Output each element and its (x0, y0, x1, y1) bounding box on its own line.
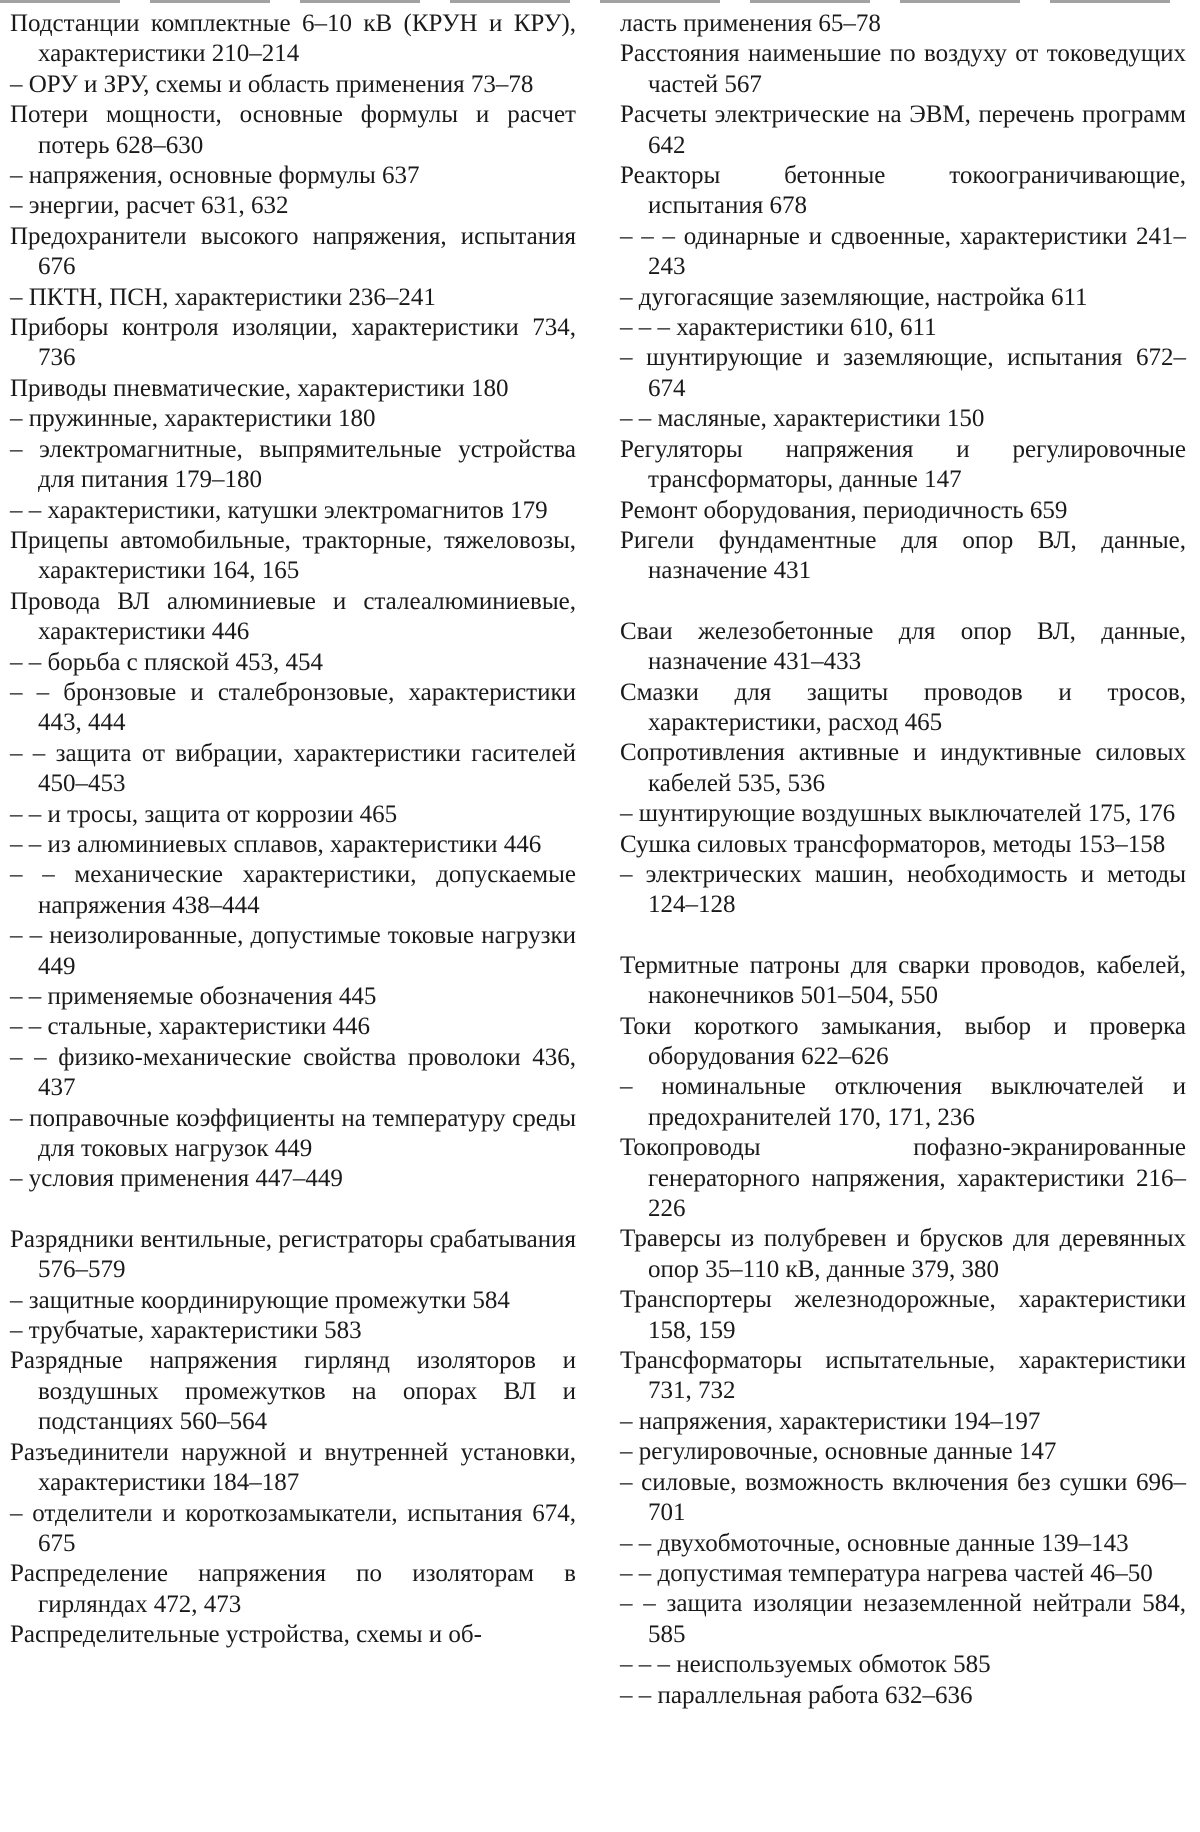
index-entry: – – характеристики, катушки электромагнитов 179 (10, 496, 548, 524)
index-entry: Сушка силовых трансформаторов, методы 153–158 (620, 830, 1166, 858)
index-entry: – – физико-механические свойства проволоки 436, 437 (10, 1043, 576, 1102)
index-entry: Термитные патроны для сварки проводов, кабелей, наконечников 501–504, 550 (620, 951, 1186, 1010)
index-entry: – отделители и короткозамыкатели, испытания 674, 675 (10, 1499, 576, 1557)
index-entry: Распределительные устройства, схемы и об- (10, 1621, 482, 1649)
index-entry: Провода ВЛ алюминиевые и сталеалюминиевые, характеристики 446 (10, 587, 576, 646)
index-entry: Расстояния наименьшие по воздуху от токоведущих частей 567 (620, 40, 1186, 98)
index-entry: – – из алюминиевых сплавов, характеристики 446 (10, 830, 542, 858)
index-entry: – – масляные, характеристики 150 (620, 405, 985, 433)
index-entry: Ригели фундаментные для опор ВЛ, данные, назначение 431 (620, 526, 1186, 585)
index-entry: – силовые, возможность включения без сушки 696–701 (620, 1468, 1186, 1527)
index-entry: – – параллельная работа 632–636 (620, 1681, 973, 1709)
index-entry: – пружинные, характеристики 180 (10, 405, 376, 433)
index-entry: – ПКТН, ПСН, характеристики 236–241 (10, 283, 436, 311)
index-entry: Ремонт оборудования, периодичность 659 (620, 496, 1068, 524)
index-entry: Сваи железобетонные для опор ВЛ, данные, назначение 431–433 (620, 617, 1186, 676)
index-entry: Распределение напряжения по изоляторам в гирляндах 472, 473 (10, 1560, 576, 1618)
index-column-right (620, 9, 1186, 1711)
index-entry: – – неизолированные, допустимые токовые нагрузки 449 (10, 922, 576, 980)
index-entry: – трубчатые, характеристики 583 (10, 1317, 362, 1345)
index-entry: – – бронзовые и сталебронзовые, характеристики 443, 444 (10, 678, 576, 737)
index-entry: – ОРУ и ЗРУ, схемы и область применения 73–78 (10, 70, 534, 98)
index-entry: – энергии, расчет 631, 632 (10, 192, 289, 220)
index-entry: Разрядные напряжения гирлянд изоляторов и воздушных промежутков на опорах ВЛ и подстанциях 560–564 (10, 1347, 576, 1436)
index-entry: – – и тросы, защита от коррозии 465 (10, 800, 398, 828)
index-entry: Смазки для защиты проводов и тросов, характеристики, расход 465 (620, 678, 1186, 736)
index-entry: – – допустимая температура нагрева частей 46–50 (620, 1559, 1153, 1587)
index-entry: Приводы пневматические, характеристики 180 (10, 374, 509, 402)
index-entry: Подстанции комплектные 6–10 кВ (КРУН и КРУ), характеристики 210–214 (10, 10, 576, 68)
index-entry: Сопротивления активные и индуктивные силовых кабелей 535, 536 (620, 739, 1186, 797)
index-entry: – регулировочные, основные данные 147 (620, 1438, 1057, 1466)
index-entry: Транспортеры железнодорожные, характеристики 158, 159 (620, 1286, 1186, 1344)
index-entry: – условия применения 447–449 (10, 1165, 343, 1193)
index-entry: – электромагнитные, выпрямительные устройства для питания 179–180 (10, 435, 576, 494)
index-entry: – – – характеристики 610, 611 (620, 314, 937, 342)
index-entry: – – стальные, характеристики 446 (10, 1013, 371, 1041)
index-entry: Предохранители высокого напряжения, испытания 676 (10, 222, 576, 281)
index-entry: – – – неиспользуемых обмоток 585 (620, 1651, 991, 1679)
index-entry: – напряжения, характеристики 194–197 (620, 1407, 1041, 1435)
index-entry: – шунтирующие и заземляющие, испытания 672–674 (620, 344, 1186, 402)
page-top-rule (0, 0, 1200, 3)
index-entry: Потери мощности, основные формулы и расчет потерь 628–630 (10, 101, 576, 159)
index-entry: – поправочные коэффициенты на температуру среды для токовых нагрузок 449 (10, 1104, 576, 1163)
index-entry: – электрических машин, необходимость и методы 124–128 (620, 860, 1186, 919)
index-entry: – – механические характеристики, допускаемые напряжения 438–444 (10, 861, 576, 919)
index-entry: Разрядники вентильные, регистраторы срабатывания 576–579 (10, 1225, 576, 1284)
index-entry: – номинальные отключения выключателей и предохранителей 170, 171, 236 (620, 1073, 1186, 1131)
index-entry: Приборы контроля изоляции, характеристики 734, 736 (10, 314, 576, 372)
index-entry: – – борьба с пляской 453, 454 (10, 648, 323, 676)
index-entry: – – применяемые обозначения 445 (10, 983, 377, 1010)
index-entry: – напряжения, основные формулы 637 (10, 162, 420, 190)
index-entry: – дугогасящие заземляющие, настройка 611 (620, 283, 1088, 311)
index-entry: Прицепы автомобильные, тракторные, тяжеловозы, характеристики 164, 165 (10, 526, 576, 585)
index-entry: – – защита изоляции незаземленной нейтрали 584, 585 (620, 1590, 1186, 1648)
index-entry: ласть применения 65–78 (620, 10, 881, 37)
index-entry: – защитные координирующие промежутки 584 (10, 1286, 510, 1314)
index-entry: Токи короткого замыкания, выбор и проверка оборудования 622–626 (620, 1012, 1186, 1070)
index-entry: – – – одинарные и сдвоенные, характеристики 241–243 (620, 222, 1186, 281)
index-entry: – шунтирующие воздушных выключателей 175, 176 (620, 800, 1176, 828)
index-entry: Реакторы бетонные токоограничивающие, испытания 678 (620, 162, 1186, 220)
index-entry: Расчеты электрические на ЭВМ, перечень программ 642 (620, 101, 1186, 159)
index-entry: Трансформаторы испытательные, характеристики 731, 732 (620, 1347, 1186, 1405)
index-entry: Токопроводы пофазно-экранированные генераторного напряжения, характеристики 216–226 (620, 1134, 1186, 1223)
index-column-left (10, 9, 576, 1651)
index-entry: – – защита от вибрации, характеристики гасителей 450–453 (10, 739, 576, 798)
index-entry: Регуляторы напряжения и регулировочные трансформаторы, данные 147 (620, 435, 1186, 494)
index-entry: – – двухобмоточные, основные данные 139–143 (620, 1529, 1129, 1557)
index-entry: Разъединители наружной и внутренней установки, характеристики 184–187 (10, 1438, 576, 1497)
index-entry: Траверсы из полубревен и брусков для деревянных опор 35–110 кВ, данные 379, 380 (620, 1225, 1186, 1283)
